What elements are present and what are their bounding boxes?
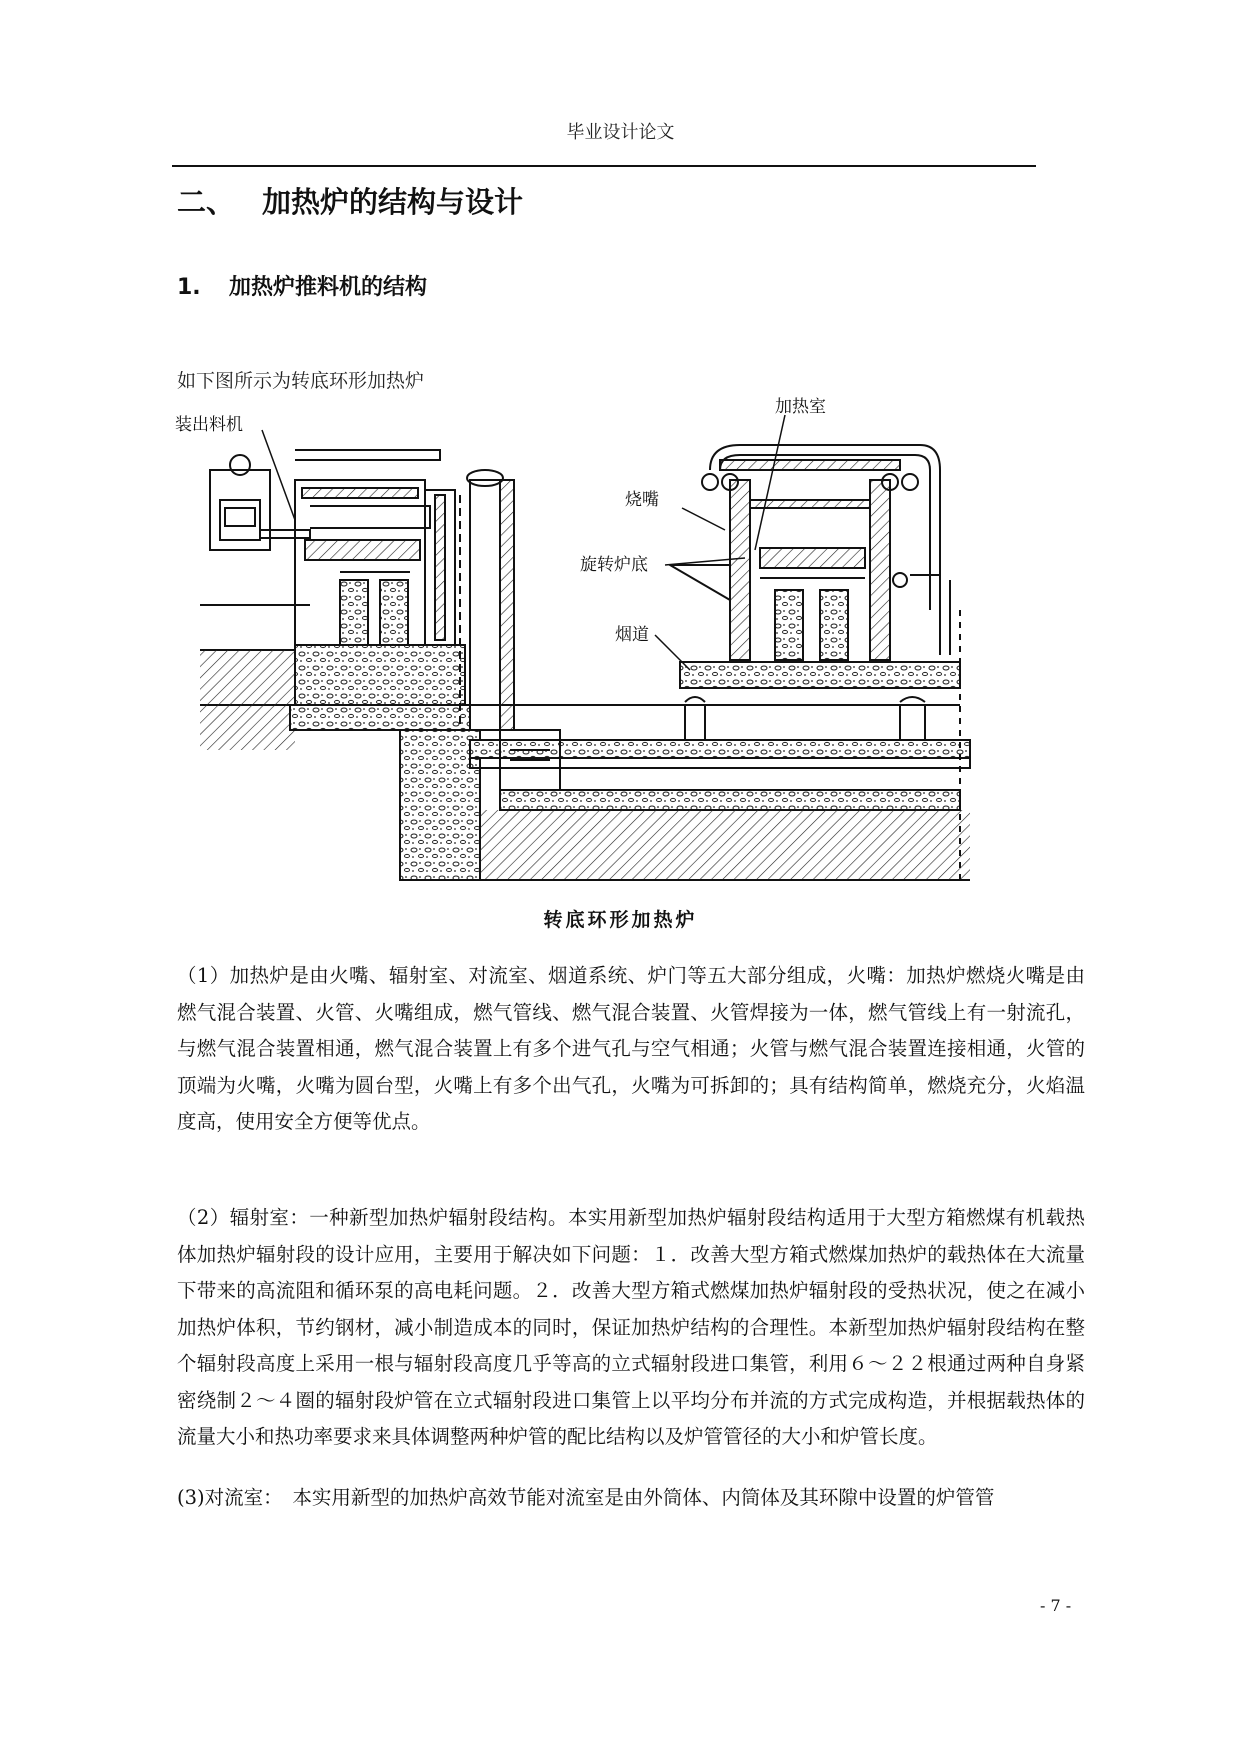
paragraph-1: （1）加热炉是由火嘴、辐射室、对流室、烟道系统、炉门等五大部分组成，火嘴：加热炉燃烧火嘴是由燃气混合装置、火管、火嘴组成，燃气管线、燃气混合装置、火管焊接为一体，燃气管线上有一射流孔，与燃气混合装置相通，燃气混合装置上有多个进气孔与空气相通；火管与燃气混合装置连接相通，火管的顶端为火嘴，火嘴为圆台型，火嘴上有多个出气孔，火嘴为可拆卸的；具有结构简单，燃烧充分，火焰温度高，使用安全方便等优点。 — [177, 964, 1085, 1133]
furnace-diagram — [175, 397, 1080, 880]
subsection-title: 加热炉推料机的结构 — [229, 275, 428, 300]
label-chamber: 加热室 — [775, 397, 826, 417]
page-number: - 7 - — [1040, 1596, 1072, 1615]
header-rule — [172, 165, 1036, 167]
section-heading — [177, 180, 523, 221]
label-flue: 烟道 — [615, 625, 649, 645]
label-loader: 装出料机 — [175, 415, 243, 435]
paragraph-3: (3)对流室： 本实用新型的加热炉高效节能对流室是由外筒体、内筒体及其环隙中设置的炉管管 — [177, 1486, 995, 1509]
ground-structure — [200, 605, 970, 880]
section-title: 加热炉的结构与设计 — [262, 185, 524, 219]
section-number: 二、 — [177, 185, 236, 219]
label-burner: 烧嘴 — [625, 490, 659, 510]
running-header: 毕业设计论文 — [566, 122, 675, 143]
subsection-heading — [177, 270, 427, 301]
subsection-number: 1. — [177, 275, 201, 300]
right-furnace — [670, 445, 950, 660]
label-hearth: 旋转炉底 — [580, 555, 648, 575]
intro-text: 如下图所示为转底环形加热炉 — [177, 370, 425, 392]
figure-caption: 转底环形加热炉 — [543, 909, 698, 931]
paragraph-2: （2）辐射室：一种新型加热炉辐射段结构。本实用新型加热炉辐射段结构适用于大型方箱燃煤有机载热体加热炉辐射段的设计应用，主要用于解决如下问题：１．改善大型方箱式燃煤加热炉的载热体在大流量下带来的高流阻和循环泵的高电耗问题。２．改善大型方箱式燃煤加热炉辐射段的受热状况，使之在减小加热炉体积，节约钢材，减小制造成本的同时，保证加热炉结构的合理性。本新型加热炉辐射段结构在整个辐射段高度上采用一根与辐射段高度几乎等高的立式辐射段进口集管，利用６～２２根通过两种自身紧密绕制２～４圈的辐射段炉管在立式辐射段进口集管上以平均分布并流的方式完成构造，并根据载热体的流量大小和热功率要求来具体调整两种炉管的配比结构以及炉管管径的大小和炉管长度。 — [177, 1206, 1085, 1448]
